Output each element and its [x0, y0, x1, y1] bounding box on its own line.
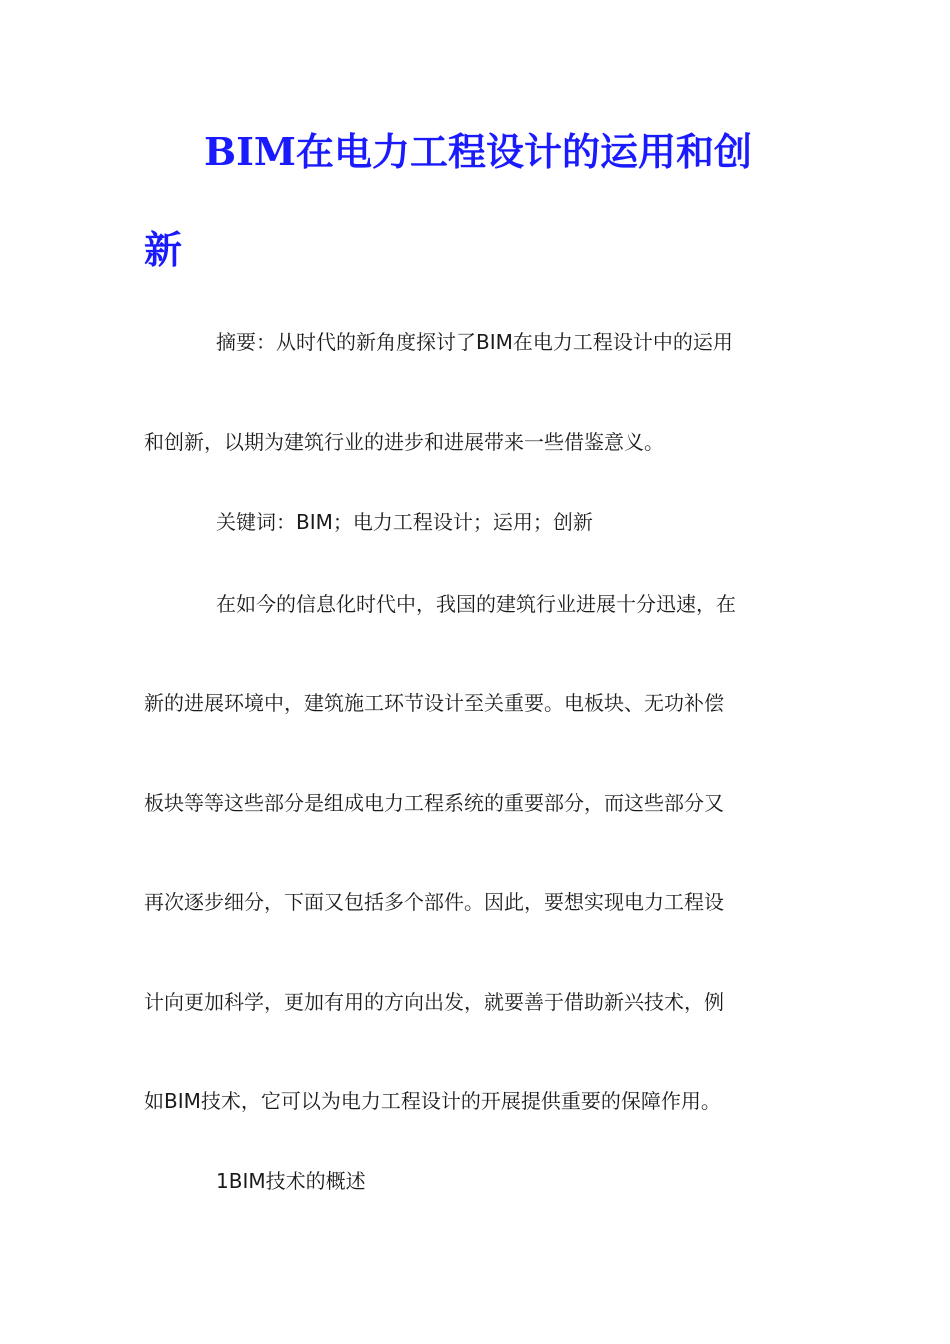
abstract-line-2: 和创新，以期为建筑行业的进步和进展带来一些借鉴意义。 [144, 430, 664, 454]
intro-line-4: 再次逐步细分，下面又包括多个部件。因此，要想实现电力工程设 [144, 890, 724, 914]
section-heading: 1BIM技术的概述 [216, 1169, 366, 1193]
intro-line-5: 计向更加科学，更加有用的方向出发，就要善于借助新兴技术，例 [144, 990, 724, 1014]
abstract-line-1: 摘要：从时代的新角度探讨了BIM在电力工程设计中的运用 [216, 330, 733, 354]
intro-line-6: 如BIM技术，它可以为电力工程设计的开展提供重要的保障作用。 [144, 1089, 721, 1113]
intro-line-3: 板块等等这些部分是组成电力工程系统的重要部分，而这些部分又 [144, 791, 724, 815]
intro-line-1: 在如今的信息化时代中，我国的建筑行业进展十分迅速，在 [216, 592, 736, 616]
keywords-line: 关键词：BIM；电力工程设计；运用；创新 [216, 510, 593, 534]
document-title-line-2: 新 [144, 227, 183, 272]
intro-line-2: 新的进展环境中，建筑施工环节设计至关重要。电板块、无功补偿 [144, 691, 724, 715]
document-title-line-1: BIM在电力工程设计的运用和创 [204, 129, 752, 174]
